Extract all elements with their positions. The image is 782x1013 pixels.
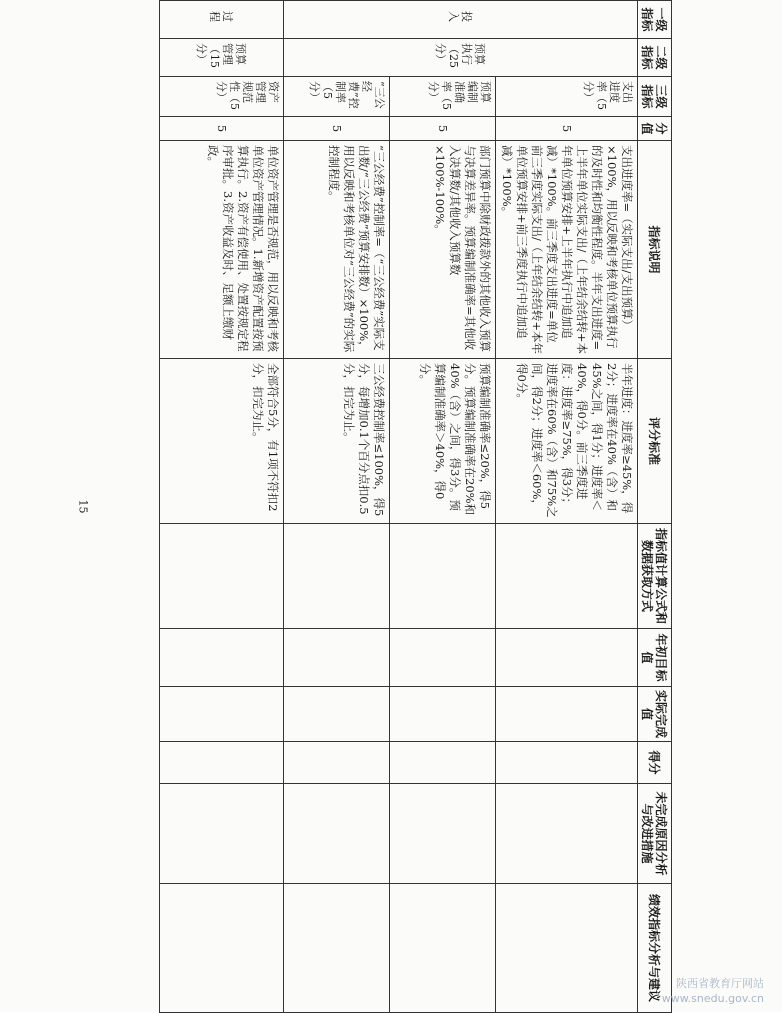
got-cell xyxy=(390,742,496,784)
advice-cell xyxy=(160,884,284,1013)
target-cell xyxy=(496,629,638,687)
criteria-cell: 三公经费控制率≤100%，得5分，每增加0.1个百分点扣0.5分，扣完为止。 xyxy=(284,359,390,524)
table-row xyxy=(284,1,390,1013)
reason-cell xyxy=(160,784,284,884)
formula-cell xyxy=(160,524,284,629)
table-row xyxy=(390,1,496,1013)
level1-cell: 过程 xyxy=(160,1,284,39)
advice-cell xyxy=(390,884,496,1013)
header-formula: 指标值计算公式和数据获取方式 xyxy=(638,524,672,629)
level2-cell: 预算管理（15分） xyxy=(160,39,284,77)
watermark xyxy=(662,976,764,1006)
got-cell xyxy=(496,742,638,784)
header-level2: 二级指标 xyxy=(638,39,672,77)
actual-cell xyxy=(284,687,390,742)
advice-cell xyxy=(284,884,390,1013)
reason-cell xyxy=(496,784,638,884)
actual-cell xyxy=(160,687,284,742)
header-actual: 实际完成值 xyxy=(638,687,672,742)
level3-cell: 预算编制准确率（5分） xyxy=(390,77,496,117)
level3-cell: 资产管理规范性（5分） xyxy=(160,77,284,117)
desc-cell: “三公经费”控制率=（“三公经费”实际支出数/“三公经费”预算安排数）×100%，用以反映和考核单位对“三公经费”的实际控制程度。 xyxy=(284,141,390,359)
page-number: 15 xyxy=(76,499,90,514)
desc-cell: 单位资产管理是否规范，用以反映和考核单位资产管理情况。1.新增资产配置按预算执行。2.资产有偿使用、处置按规定程序审批。3.资产收益及时、足额上缴财政。 xyxy=(160,141,284,359)
criteria-cell: 预算编制准确率≤20%，得5分。预算编制准确率在20%和40%（含）之间，得3分。预算编制准确率＞40%，得0分。 xyxy=(390,359,496,524)
watermark-url: www.snedu.gov.cn xyxy=(661,992,764,1005)
table-row xyxy=(496,1,638,1013)
header-level3: 三级指标 xyxy=(638,77,672,117)
level3-cell: 支出进度率（5分） xyxy=(496,77,638,117)
score-cell: 5 xyxy=(160,117,284,141)
header-target: 年初目标值 xyxy=(638,629,672,687)
desc-cell: 支出进度率=（实际支出/支出预算）×100%，用以反映和考核单位预算执行的及时性和均衡性程度。半年支出进度=上半年单位实际支出/（上年结余结转+本年单位预算安排+上半年执行中追加追减）*100%。前三季度支出进度=单位前三季度实际支出/（上年结余结转+本年单位预算安排+前三季度执行中追加追减）*100%。 xyxy=(496,141,638,359)
reason-cell xyxy=(284,784,390,884)
header-level1: 一级指标 xyxy=(638,1,672,39)
table-row xyxy=(160,1,284,1013)
criteria-cell: 半年进度：进度率≥45%，得2分；进度率在40%（含）和45%之间，得1分；进度率＜40%，得0分。前三季度进度：进度率≥75%，得3分；进度率在60%（含）和75%之间，得2分；进度率＜60%，得0分。 xyxy=(496,359,638,524)
target-cell xyxy=(284,629,390,687)
reason-cell xyxy=(390,784,496,884)
actual-cell xyxy=(496,687,638,742)
header-criteria: 评分标准 xyxy=(638,359,672,524)
watermark-title: 陕西省教育厅网站 xyxy=(676,977,764,990)
actual-cell xyxy=(390,687,496,742)
score-cell: 5 xyxy=(496,117,638,141)
desc-cell: 部门预算中除财政拨款外的其他收入预算与决算差异率。预算编制准确率=其他收入决算数/其他收入预算数×100%-100%。 xyxy=(390,141,496,359)
got-cell xyxy=(284,742,390,784)
target-cell xyxy=(390,629,496,687)
score-cell: 5 xyxy=(390,117,496,141)
formula-cell xyxy=(496,524,638,629)
got-cell xyxy=(160,742,284,784)
score-cell: 5 xyxy=(284,117,390,141)
header-got: 得分 xyxy=(638,742,672,784)
level2-cell: 预算执行（25分） xyxy=(284,39,638,77)
advice-cell xyxy=(496,884,638,1013)
formula-cell xyxy=(390,524,496,629)
target-cell xyxy=(160,629,284,687)
header-score: 分值 xyxy=(638,117,672,141)
header-reason: 未完成原因分析与改进措施 xyxy=(638,784,672,884)
level3-cell: “三公经费”控制率（5分） xyxy=(284,77,390,117)
evaluation-table xyxy=(159,0,672,1013)
header-desc: 指标说明 xyxy=(638,141,672,359)
criteria-cell: 全部符合5分，有1项不符扣2分，扣完为止。 xyxy=(160,359,284,524)
table-header-row xyxy=(638,1,672,1013)
level1-cell: 投入 xyxy=(284,1,638,39)
header-advice: 绩效指标分析与建议 xyxy=(638,884,672,1013)
formula-cell xyxy=(284,524,390,629)
